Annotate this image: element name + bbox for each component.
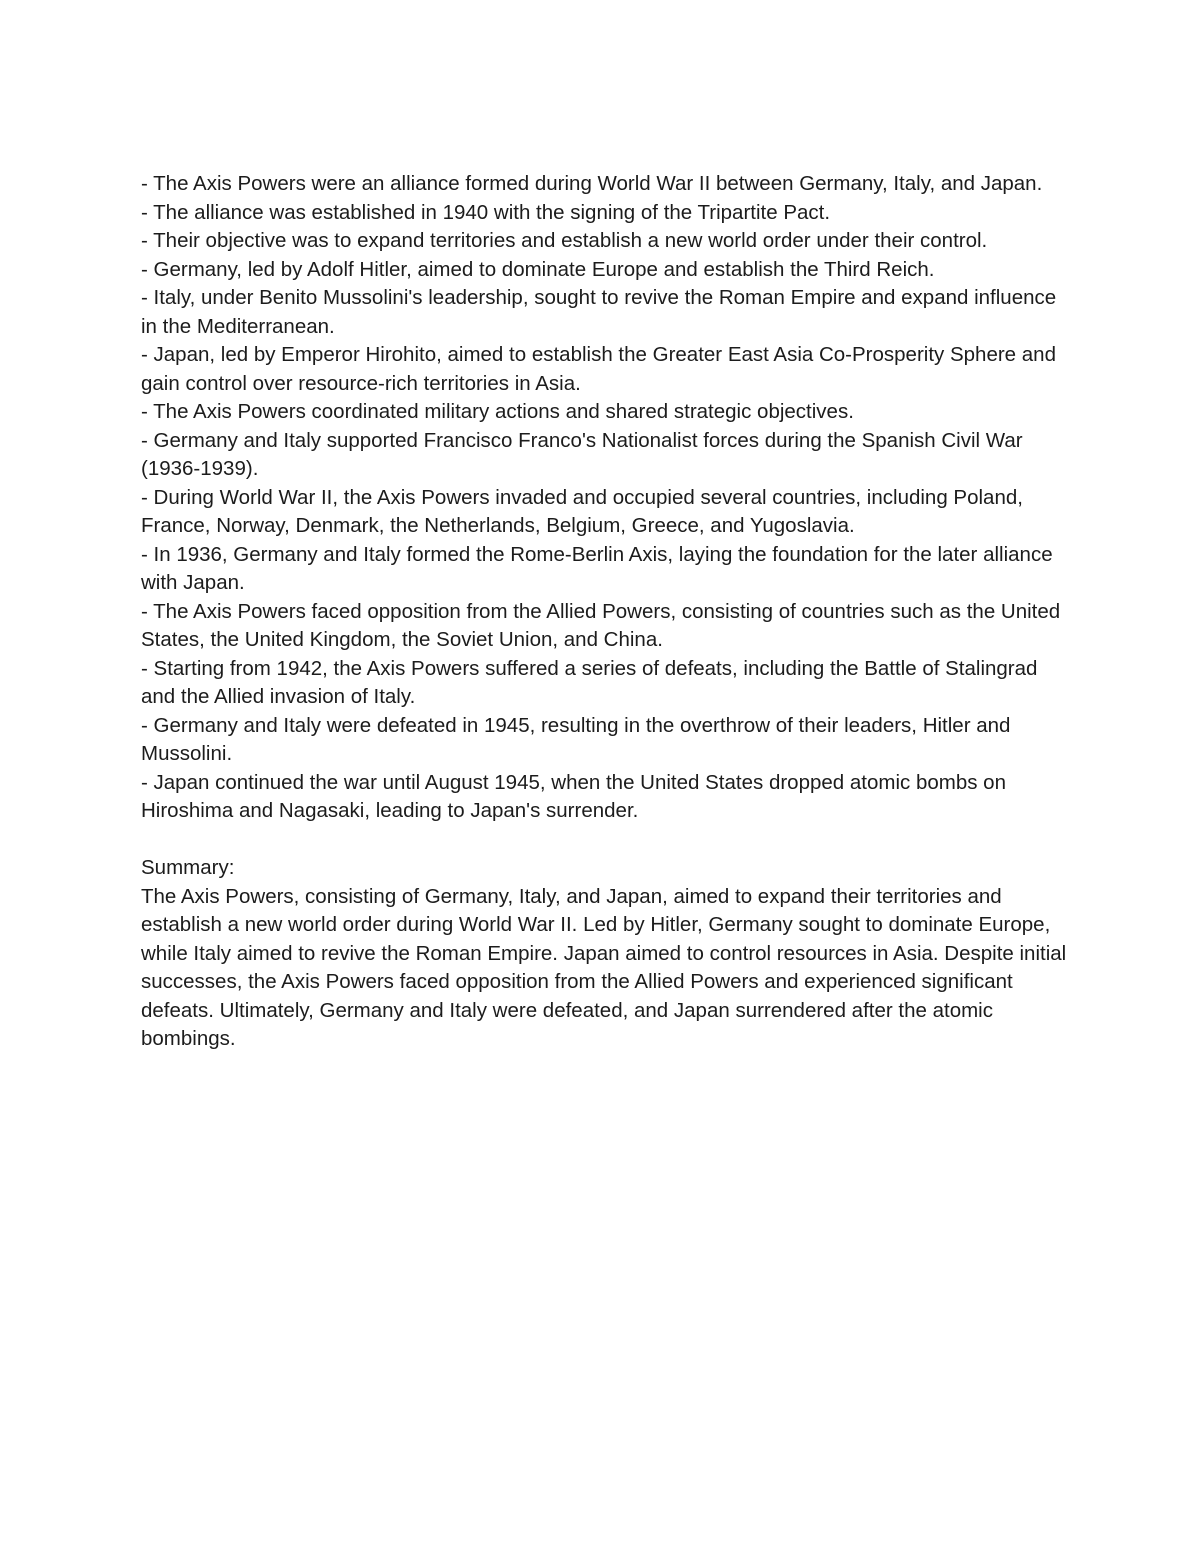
bullet-line: - The Axis Powers faced opposition from the Allied Powers, consisting of countries such as the United States, the United Kingdom, the Soviet Union, and China. xyxy=(141,599,1061,651)
bullet-line: - In 1936, Germany and Italy formed the Rome-Berlin Axis, laying the foundation for the later alliance with Japan. xyxy=(141,542,1053,594)
bullet-line: - The Axis Powers were an alliance formed during World War II between Germany, Italy, and Japan. xyxy=(141,172,1043,195)
bullet-line: - Germany, led by Adolf Hitler, aimed to dominate Europe and establish the Third Reich. xyxy=(141,257,935,281)
bullet-line: - Their objective was to expand territories and establish a new world order under their control. xyxy=(141,229,988,252)
bullet-line: - Germany and Italy were defeated in 1945, resulting in the overthrow of their leaders, Hitler and Mussolini. xyxy=(141,713,1011,765)
document-body xyxy=(141,170,1071,1054)
bullet-line: - During World War II, the Axis Powers invaded and occupied several countries, including Poland, France, Norway, Denmark, the Netherlands, Belgium, Greece, and Yugoslavia. xyxy=(141,485,1023,537)
bullet-line: - Japan continued the war until August 1945, when the United States dropped atomic bombs on Hiroshima and Nagasaki, leading to Japan's surrender. xyxy=(141,770,1006,822)
summary-heading: Summary: xyxy=(141,856,235,879)
bullet-line: - The alliance was established in 1940 with the signing of the Tripartite Pact. xyxy=(141,200,831,224)
bullet-line: - The Axis Powers coordinated military actions and shared strategic objectives. xyxy=(141,400,854,423)
summary-paragraph: The Axis Powers, consisting of Germany, Italy, and Japan, aimed to expand their territories and establish a new world order during World War II. Led by Hitler, Germany sought to dominate Europe, while Italy aimed to revive the Roman Empire. Japan aimed to control resources in Asia. Despite initial successes, the Axis Powers faced opposition from the Allied Powers and experienced significant defeats. Ultimately, Germany and Italy were defeated, and Japan surrendered after the atomic bombings. xyxy=(141,884,1067,1050)
bullet-line: - Italy, under Benito Mussolini's leadership, sought to revive the Roman Empire and expand influence in the Mediterranean. xyxy=(141,286,1057,338)
bullet-line: - Starting from 1942, the Axis Powers suffered a series of defeats, including the Battle of Stalingrad and the Allied invasion of Italy. xyxy=(141,656,1038,708)
paragraph-spacer xyxy=(141,826,1071,855)
bullet-line: - Germany and Italy supported Francisco Franco's Nationalist forces during the Spanish Civil War (1936-1939). xyxy=(141,428,1023,480)
bullet-line: - Japan, led by Emperor Hirohito, aimed to establish the Greater East Asia Co-Prosperity Sphere and gain control over resource-rich territories in Asia. xyxy=(141,343,1056,395)
